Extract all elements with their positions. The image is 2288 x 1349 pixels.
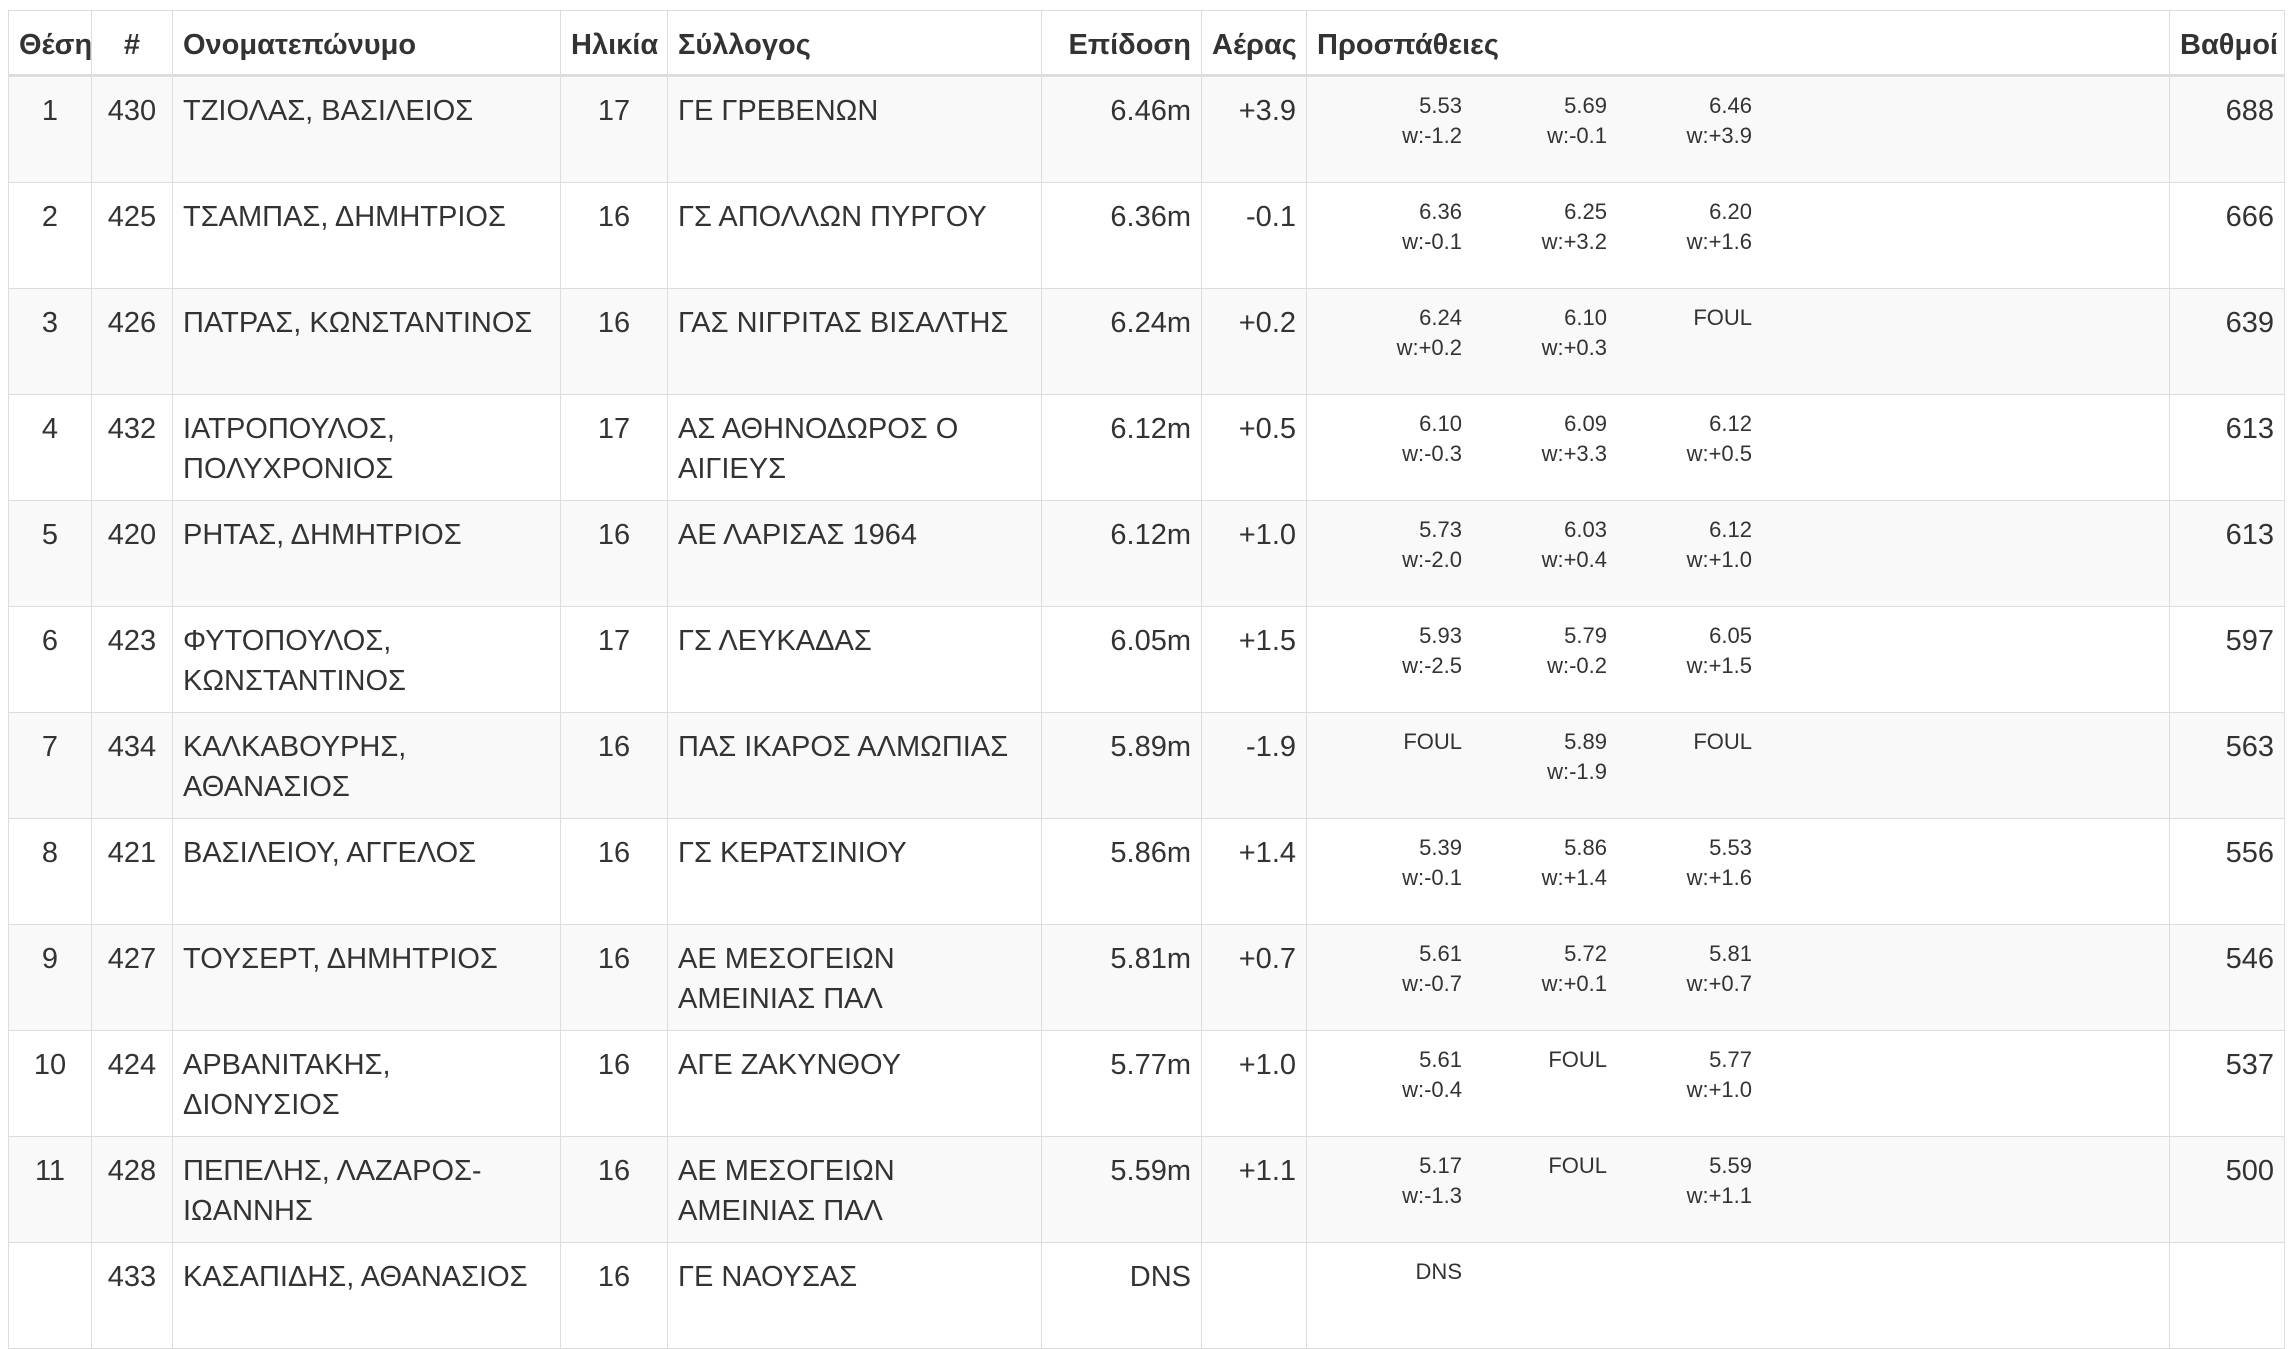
- points-cell: 613: [2170, 501, 2285, 607]
- club-cell: ΓΣ ΑΠΟΛΛΩΝ ΠΥΡΓΟΥ: [668, 183, 1042, 289]
- age-cell: 16: [561, 289, 668, 395]
- attempt-mark: 6.24: [1419, 305, 1462, 330]
- place-cell: 6: [9, 607, 92, 713]
- table-row: [9, 395, 2285, 501]
- attempts-cell: [1307, 925, 2170, 1031]
- table-row: [9, 819, 2285, 925]
- attempt: [1317, 91, 1462, 151]
- attempt-wind: w:-0.3: [1402, 441, 1462, 466]
- attempt-wind: w:-0.1: [1402, 229, 1462, 254]
- attempt: [1607, 197, 1752, 257]
- place-cell: 2: [9, 183, 92, 289]
- attempt-wind: w:+1.0: [1686, 1077, 1752, 1102]
- attempt: [1317, 621, 1462, 681]
- club-cell: ΑΣ ΑΘΗΝΟΔΩΡΟΣ Ο ΑΙΓΙΕΥΣ: [668, 395, 1042, 501]
- attempt: [1607, 727, 1752, 787]
- attempt: [1607, 621, 1752, 681]
- bib-cell: 430: [92, 76, 173, 183]
- attempt-mark: 5.61: [1419, 1047, 1462, 1072]
- attempts-cell: [1307, 395, 2170, 501]
- attempt-wind: w:+0.3: [1541, 335, 1607, 360]
- attempt: [1317, 1257, 1462, 1287]
- wind-cell: [1202, 1243, 1307, 1349]
- athlete-name-cell: ΒΑΣΙΛΕΙΟΥ, ΑΓΓΕΛΟΣ: [173, 819, 561, 925]
- attempts-list: [1317, 409, 2159, 469]
- attempt-wind: w:+0.7: [1686, 971, 1752, 996]
- age-cell: 16: [561, 1031, 668, 1137]
- club-cell: ΑΕ ΜΕΣΟΓΕΙΩΝ ΑΜΕΙΝΙΑΣ ΠΑΛ: [668, 1137, 1042, 1243]
- attempt: [1607, 833, 1752, 893]
- attempts-cell: [1307, 501, 2170, 607]
- club-cell: ΑΕ ΜΕΣΟΓΕΙΩΝ ΑΜΕΙΝΙΑΣ ΠΑΛ: [668, 925, 1042, 1031]
- table-row: [9, 925, 2285, 1031]
- points-cell: 597: [2170, 607, 2285, 713]
- attempt: [1317, 197, 1462, 257]
- attempt: [1462, 409, 1607, 469]
- mark-cell: 6.24m: [1042, 289, 1202, 395]
- mark-cell: 5.86m: [1042, 819, 1202, 925]
- athlete-name-cell: ΚΑΛΚΑΒΟΥΡΗΣ, ΑΘΑΝΑΣΙΟΣ: [173, 713, 561, 819]
- attempt-mark: FOUL: [1403, 729, 1462, 754]
- athlete-name-cell: ΑΡΒΑΝΙΤΑΚΗΣ, ΔΙΟΝΥΣΙΟΣ: [173, 1031, 561, 1137]
- points-cell: 639: [2170, 289, 2285, 395]
- bib-cell: 424: [92, 1031, 173, 1137]
- attempt-wind: w:-1.9: [1547, 759, 1607, 784]
- attempts-list: [1317, 727, 2159, 787]
- place-cell: 4: [9, 395, 92, 501]
- athlete-name-cell: ΡΗΤΑΣ, ΔΗΜΗΤΡΙΟΣ: [173, 501, 561, 607]
- attempts-list: [1317, 1257, 2159, 1287]
- club-cell: ΑΕ ΛΑΡΙΣΑΣ 1964: [668, 501, 1042, 607]
- attempt-wind: w:-0.1: [1402, 865, 1462, 890]
- table-header: [9, 11, 2285, 76]
- attempt-mark: 6.03: [1564, 517, 1607, 542]
- attempt: [1317, 1045, 1462, 1105]
- table-row: [9, 607, 2285, 713]
- age-cell: 17: [561, 395, 668, 501]
- attempt-mark: 5.72: [1564, 941, 1607, 966]
- wind-cell: +0.7: [1202, 925, 1307, 1031]
- attempts-cell: [1307, 1137, 2170, 1243]
- attempt: [1317, 939, 1462, 999]
- age-cell: 16: [561, 1243, 668, 1349]
- attempt-mark: 6.05: [1709, 623, 1752, 648]
- mark-cell: 5.59m: [1042, 1137, 1202, 1243]
- club-cell: ΑΓΕ ΖΑΚΥΝΘΟΥ: [668, 1031, 1042, 1137]
- attempt: [1607, 91, 1752, 151]
- header-place[interactable]: Θέση: [9, 11, 92, 76]
- points-cell: 688: [2170, 76, 2285, 183]
- wind-cell: +3.9: [1202, 76, 1307, 183]
- attempts-list: [1317, 621, 2159, 681]
- attempt: [1317, 833, 1462, 893]
- attempt-wind: w:+0.2: [1396, 335, 1462, 360]
- attempt: [1462, 1045, 1607, 1105]
- place-cell: 1: [9, 76, 92, 183]
- attempt-mark: 5.73: [1419, 517, 1462, 542]
- place-cell: 3: [9, 289, 92, 395]
- attempt-wind: w:+1.0: [1686, 547, 1752, 572]
- attempt-mark: 6.12: [1709, 517, 1752, 542]
- athlete-name-cell: ΚΑΣΑΠΙΔΗΣ, ΑΘΑΝΑΣΙΟΣ: [173, 1243, 561, 1349]
- attempts-list: [1317, 303, 2159, 363]
- bib-cell: 420: [92, 501, 173, 607]
- club-cell: ΓΣ ΚΕΡΑΤΣΙΝΙΟΥ: [668, 819, 1042, 925]
- points-cell: 613: [2170, 395, 2285, 501]
- table-row: [9, 1137, 2285, 1243]
- header-attempts[interactable]: Προσπάθειες: [1307, 11, 2170, 76]
- table-row: [9, 1243, 2285, 1349]
- bib-cell: 425: [92, 183, 173, 289]
- attempt: [1462, 939, 1607, 999]
- points-cell: 546: [2170, 925, 2285, 1031]
- attempt: [1462, 1151, 1607, 1211]
- attempt-mark: 6.10: [1419, 411, 1462, 436]
- points-cell: 563: [2170, 713, 2285, 819]
- attempt-wind: w:+0.4: [1541, 547, 1607, 572]
- attempt: [1462, 515, 1607, 575]
- attempt-mark: FOUL: [1548, 1153, 1607, 1178]
- attempt-wind: w:+3.2: [1541, 229, 1607, 254]
- age-cell: 16: [561, 713, 668, 819]
- attempts-list: [1317, 1151, 2159, 1211]
- age-cell: 16: [561, 1137, 668, 1243]
- attempts-list: [1317, 1045, 2159, 1105]
- attempt-mark: 6.12: [1709, 411, 1752, 436]
- mark-cell: 6.12m: [1042, 501, 1202, 607]
- attempt-mark: FOUL: [1548, 1047, 1607, 1072]
- attempt-wind: w:-1.3: [1402, 1183, 1462, 1208]
- attempt: [1607, 515, 1752, 575]
- bib-cell: 421: [92, 819, 173, 925]
- table-row: [9, 183, 2285, 289]
- header-wind[interactable]: Αέρας: [1202, 11, 1307, 76]
- wind-cell: -0.1: [1202, 183, 1307, 289]
- attempt-wind: w:+0.1: [1541, 971, 1607, 996]
- attempt-mark: 5.93: [1419, 623, 1462, 648]
- age-cell: 17: [561, 607, 668, 713]
- wind-cell: +1.0: [1202, 1031, 1307, 1137]
- attempt-mark: 6.46: [1709, 93, 1752, 118]
- attempt: [1462, 303, 1607, 363]
- attempts-cell: [1307, 819, 2170, 925]
- attempts-cell: [1307, 183, 2170, 289]
- attempt: [1607, 409, 1752, 469]
- place-cell: 5: [9, 501, 92, 607]
- attempt-wind: w:-0.7: [1402, 971, 1462, 996]
- age-cell: 16: [561, 925, 668, 1031]
- age-cell: 17: [561, 76, 668, 183]
- attempt-wind: w:+1.4: [1541, 865, 1607, 890]
- mark-cell: 6.46m: [1042, 76, 1202, 183]
- mark-cell: 5.89m: [1042, 713, 1202, 819]
- attempt: [1317, 727, 1462, 787]
- attempt-wind: w:+1.5: [1686, 653, 1752, 678]
- age-cell: 16: [561, 183, 668, 289]
- athlete-name-cell: ΠΕΠΕΛΗΣ, ΛΑΖΑΡΟΣ-ΙΩΑΝΝΗΣ: [173, 1137, 561, 1243]
- athlete-name-cell: ΤΣΑΜΠΑΣ, ΔΗΜΗΤΡΙΟΣ: [173, 183, 561, 289]
- attempt-wind: w:-0.4: [1402, 1077, 1462, 1102]
- attempt-wind: w:+3.3: [1541, 441, 1607, 466]
- bib-cell: 426: [92, 289, 173, 395]
- attempt-wind: w:+1.6: [1686, 865, 1752, 890]
- attempts-cell: [1307, 289, 2170, 395]
- attempt: [1317, 515, 1462, 575]
- attempt-mark: 6.10: [1564, 305, 1607, 330]
- attempt-wind: w:-1.2: [1402, 123, 1462, 148]
- header-row: [9, 11, 2285, 76]
- attempt-wind: w:-0.2: [1547, 653, 1607, 678]
- attempt-mark: 6.09: [1564, 411, 1607, 436]
- mark-cell: 5.81m: [1042, 925, 1202, 1031]
- results-table: [8, 10, 2285, 1349]
- wind-cell: -1.9: [1202, 713, 1307, 819]
- attempt-mark: 6.36: [1419, 199, 1462, 224]
- wind-cell: +1.4: [1202, 819, 1307, 925]
- attempts-list: [1317, 833, 2159, 893]
- bib-cell: 434: [92, 713, 173, 819]
- wind-cell: +0.2: [1202, 289, 1307, 395]
- attempt-wind: w:+1.6: [1686, 229, 1752, 254]
- age-cell: 16: [561, 501, 668, 607]
- attempts-cell: [1307, 1031, 2170, 1137]
- attempt-mark: DNS: [1415, 1259, 1462, 1284]
- attempt: [1317, 303, 1462, 363]
- place-cell: 11: [9, 1137, 92, 1243]
- table-body: [9, 76, 2285, 1349]
- athlete-name-cell: ΙΑΤΡΟΠΟΥΛΟΣ, ΠΟΛΥΧΡΟΝΙΟΣ: [173, 395, 561, 501]
- table-row: [9, 713, 2285, 819]
- header-bib[interactable]: #: [92, 11, 173, 76]
- attempts-list: [1317, 91, 2159, 151]
- attempt: [1607, 303, 1752, 363]
- header-mark[interactable]: Επίδοση: [1042, 11, 1202, 76]
- attempts-cell: [1307, 1243, 2170, 1349]
- attempt: [1317, 409, 1462, 469]
- attempt-mark: FOUL: [1693, 729, 1752, 754]
- attempt-mark: 5.86: [1564, 835, 1607, 860]
- attempt: [1317, 1151, 1462, 1211]
- header-name[interactable]: Ονοματεπώνυμο: [173, 11, 561, 76]
- attempt: [1462, 727, 1607, 787]
- club-cell: ΓΣ ΛΕΥΚΑΔΑΣ: [668, 607, 1042, 713]
- attempt-wind: w:+3.9: [1686, 123, 1752, 148]
- attempt-mark: 5.53: [1709, 835, 1752, 860]
- attempt-mark: 6.25: [1564, 199, 1607, 224]
- athlete-name-cell: ΦΥΤΟΠΟΥΛΟΣ, ΚΩΝΣΤΑΝΤΙΝΟΣ: [173, 607, 561, 713]
- attempt-mark: 5.17: [1419, 1153, 1462, 1178]
- place-cell: 7: [9, 713, 92, 819]
- attempts-cell: [1307, 713, 2170, 819]
- place-cell: 8: [9, 819, 92, 925]
- attempt-wind: w:-2.5: [1402, 653, 1462, 678]
- bib-cell: 428: [92, 1137, 173, 1243]
- attempt: [1462, 621, 1607, 681]
- club-cell: ΓΕ ΓΡΕΒΕΝΩΝ: [668, 76, 1042, 183]
- attempt: [1462, 833, 1607, 893]
- wind-cell: +1.1: [1202, 1137, 1307, 1243]
- attempt-mark: 5.61: [1419, 941, 1462, 966]
- points-cell: 666: [2170, 183, 2285, 289]
- attempt-wind: w:+1.1: [1686, 1183, 1752, 1208]
- attempt: [1607, 1045, 1752, 1105]
- bib-cell: 432: [92, 395, 173, 501]
- table-row: [9, 1031, 2285, 1137]
- attempt: [1607, 939, 1752, 999]
- club-cell: ΓΕ ΝΑΟΥΣΑΣ: [668, 1243, 1042, 1349]
- attempt-mark: 5.79: [1564, 623, 1607, 648]
- mark-cell: 6.36m: [1042, 183, 1202, 289]
- attempts-list: [1317, 515, 2159, 575]
- bib-cell: 433: [92, 1243, 173, 1349]
- table-row: [9, 76, 2285, 183]
- points-cell: 556: [2170, 819, 2285, 925]
- place-cell: 9: [9, 925, 92, 1031]
- attempts-list: [1317, 939, 2159, 999]
- attempt-mark: 5.59: [1709, 1153, 1752, 1178]
- points-cell: 537: [2170, 1031, 2285, 1137]
- header-points[interactable]: Βαθμοί: [2170, 11, 2285, 76]
- points-cell: [2170, 1243, 2285, 1349]
- club-cell: ΓΑΣ ΝΙΓΡΙΤΑΣ ΒΙΣΑΛΤΗΣ: [668, 289, 1042, 395]
- mark-cell: 5.77m: [1042, 1031, 1202, 1137]
- age-cell: 16: [561, 819, 668, 925]
- table-row: [9, 501, 2285, 607]
- attempt: [1462, 91, 1607, 151]
- attempts-cell: [1307, 607, 2170, 713]
- attempts-list: [1317, 197, 2159, 257]
- attempt-mark: 5.81: [1709, 941, 1752, 966]
- place-cell: 10: [9, 1031, 92, 1137]
- attempt-wind: w:-2.0: [1402, 547, 1462, 572]
- athlete-name-cell: ΤΖΙΟΛΑΣ, ΒΑΣΙΛΕΙΟΣ: [173, 76, 561, 183]
- attempt-mark: 5.69: [1564, 93, 1607, 118]
- athlete-name-cell: ΠΑΤΡΑΣ, ΚΩΝΣΤΑΝΤΙΝΟΣ: [173, 289, 561, 395]
- club-cell: ΠΑΣ ΙΚΑΡΟΣ ΑΛΜΩΠΙΑΣ: [668, 713, 1042, 819]
- attempt-wind: w:+0.5: [1686, 441, 1752, 466]
- bib-cell: 427: [92, 925, 173, 1031]
- mark-cell: 6.12m: [1042, 395, 1202, 501]
- wind-cell: +1.0: [1202, 501, 1307, 607]
- attempt-mark: 5.39: [1419, 835, 1462, 860]
- header-age[interactable]: Ηλικία: [561, 11, 668, 76]
- table-row: [9, 289, 2285, 395]
- header-club[interactable]: Σύλλογος: [668, 11, 1042, 76]
- mark-cell: DNS: [1042, 1243, 1202, 1349]
- attempt: [1607, 1151, 1752, 1211]
- attempt-mark: 6.20: [1709, 199, 1752, 224]
- bib-cell: 423: [92, 607, 173, 713]
- athlete-name-cell: ΤΟΥΣΕΡΤ, ΔΗΜΗΤΡΙΟΣ: [173, 925, 561, 1031]
- mark-cell: 6.05m: [1042, 607, 1202, 713]
- wind-cell: +0.5: [1202, 395, 1307, 501]
- points-cell: 500: [2170, 1137, 2285, 1243]
- attempt-mark: 5.53: [1419, 93, 1462, 118]
- attempt-mark: 5.77: [1709, 1047, 1752, 1072]
- wind-cell: +1.5: [1202, 607, 1307, 713]
- attempt: [1462, 197, 1607, 257]
- place-cell: [9, 1243, 92, 1349]
- attempts-cell: [1307, 76, 2170, 183]
- attempt-wind: w:-0.1: [1547, 123, 1607, 148]
- attempt-mark: 5.89: [1564, 729, 1607, 754]
- attempt-mark: FOUL: [1693, 305, 1752, 330]
